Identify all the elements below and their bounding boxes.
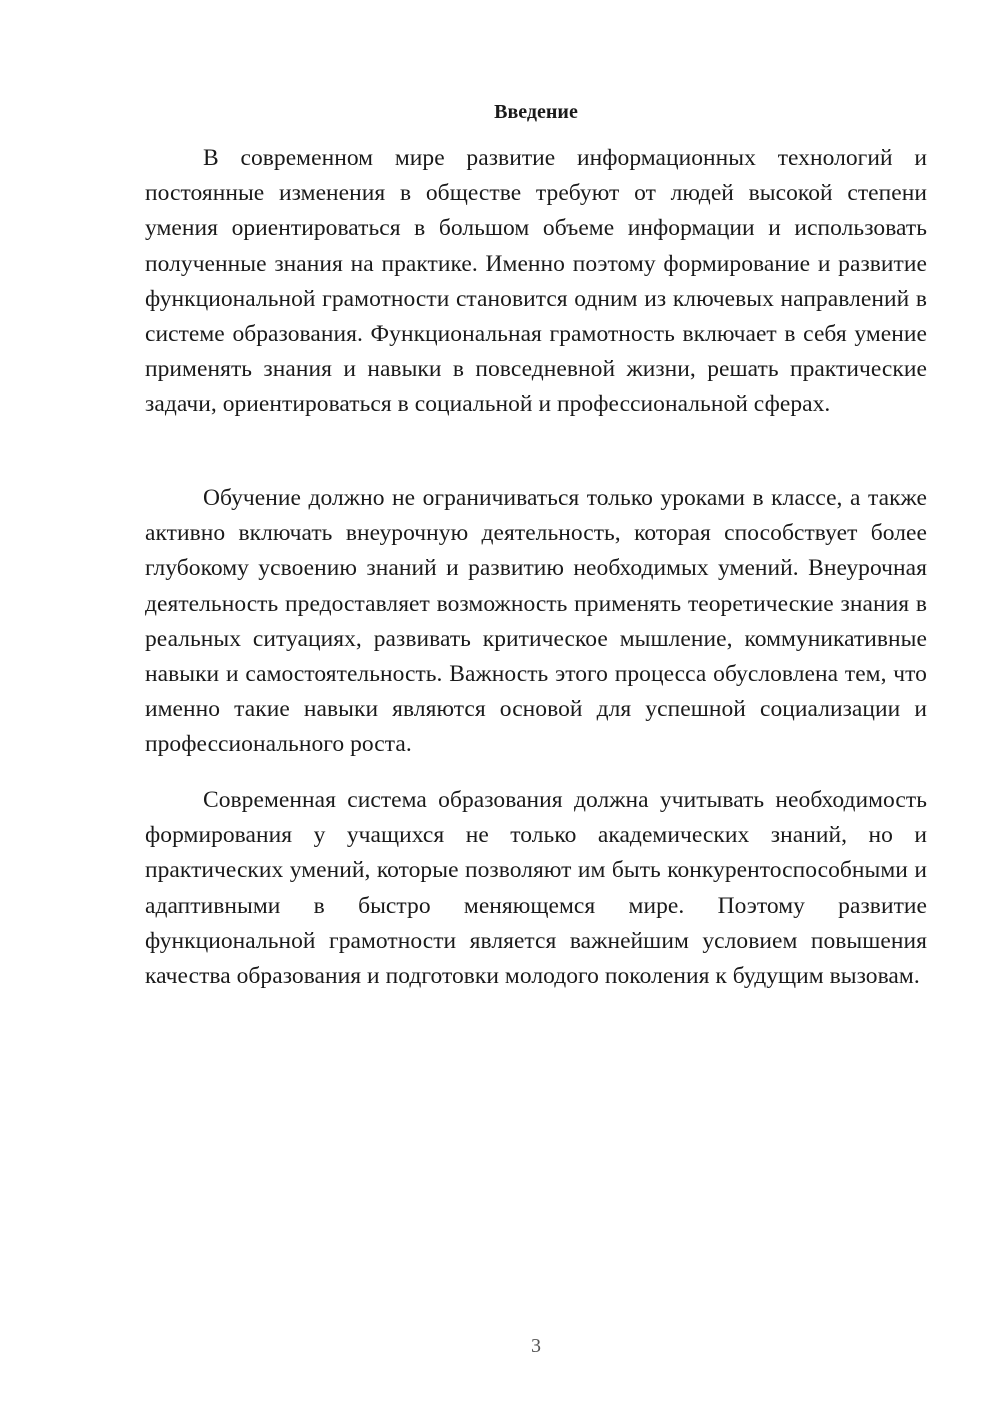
section-title: Введение [494,101,578,123]
paragraph-3: Современная система образования должна учитывать необходимость формирования у учащихся не только академических знаний, но и практических умений, которые позволяют им быть конкурентоспособными и адаптивными в быстро меняющемся мире. Поэтому развитие функциональной грамотности является важнейшим условием повышения качества образования и подготовки молодого поколения к будущим вызовам. [145,787,927,990]
paragraph-2: Обучение должно не ограничиваться только уроками в классе, а также активно включать внеурочную деятельность, которая способствует более глубокому усвоению знаний и развитию необходимых умений. Внеурочная деятельность предоставляет возможность применять теоретические знания в реальных ситуациях, развивать критическое мышление, коммуникативные навыки и самостоятельность. Важность этого процесса обусловлена тем, что именно такие навыки являются основой для успешной социализации и профессионального роста. [145,485,927,758]
page-number: 3 [531,1335,541,1357]
paragraph-1: В современном мире развитие информационных технологий и постоянные изменения в обществе требуют от людей высокой степени умения ориентироваться в большом объеме информации и использовать полученные знания на практике. Именно поэтому формирование и развитие функциональной грамотности становится одним из ключевых направлений в системе образования. Функциональная грамотность включает в себя умение применять знания и навыки в повседневной жизни, решать практические задачи, ориентироваться в социальной и профессиональной сферах. [145,145,927,418]
